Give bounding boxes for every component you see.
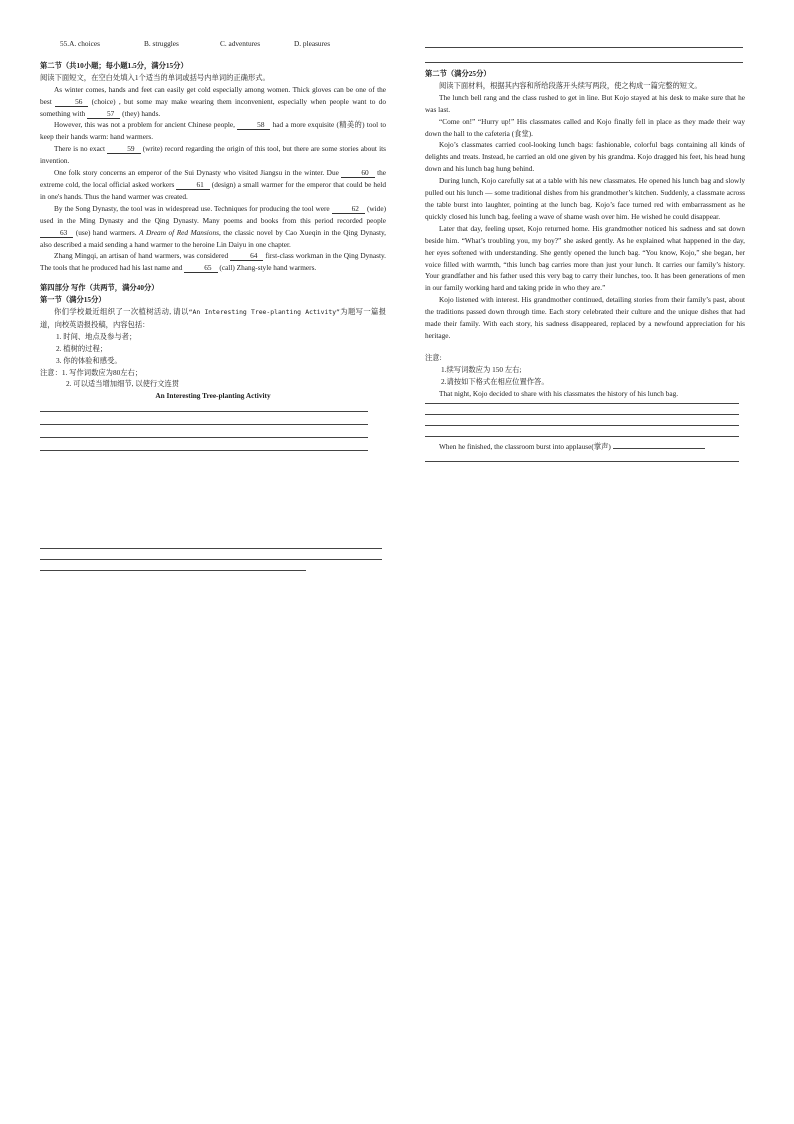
answer-line[interactable] <box>425 461 739 462</box>
writing-1-header: 第一节（满分15分） <box>40 295 106 305</box>
writing-1-note: 注意：1. 写作词数应为80左右； <box>40 367 143 377</box>
question-55-options <box>40 38 386 50</box>
story-paragraph: Kojo’s classmates carried cool-looking lunch bags: fashionable, colorful bags containing all kinds of delights and treats. Instead, he carried an old one given by his grandma. Kojo dragged his feet, his head hung down and his lunch bag hung behind. <box>425 140 745 174</box>
section-2-instruction: 阅读下面短文，在空白处填入1个适当的单词或括号内单词的正确形式。 <box>40 72 270 82</box>
passage-paragraph-2: However, this was not a problem for ancient Chinese people, 58 had a more exquisite (精美的) tool to keep their hands warm: hand warmers. <box>40 120 386 142</box>
answer-line[interactable] <box>425 436 739 437</box>
passage-paragraph-1: As winter comes, hands and feet can easily get cold especially among women. Thick gloves can be one of the best 56 (choice) , but some may make wearing them inconvenient, especially when people want to do something with 57 (they) hands. <box>40 84 386 118</box>
option-b: B. struggles <box>144 39 179 48</box>
story-paragraph: “Come on!” “Hurry up!” His classmates called and Kojo finally fell in place as they made their way down the hall to the cafeteria (食堂). <box>425 116 745 138</box>
option-d: D. pleasures <box>294 39 331 48</box>
blank-56[interactable]: 56 <box>55 97 88 107</box>
writing-1-item: 1. 时间、地点及参与者； <box>56 331 137 341</box>
continuation-section-header: 第二节（满分25分） <box>425 69 491 78</box>
section-2-header: 第二节（共10小题；每小题1.5分，满分15分） <box>40 60 188 70</box>
answer-blank[interactable] <box>613 448 705 449</box>
blank-62[interactable]: 62 <box>332 204 365 214</box>
story-paragraph: The lunch bell rang and the class rushed to get in line. But Kojo stayed at his desk to make sure that he was last. <box>425 92 745 114</box>
paragraph-2-opening: When he finished, the classroom burst into applause(掌声) <box>425 441 745 453</box>
writing-1-item: 2. 植树的过程； <box>56 343 108 353</box>
answer-line[interactable] <box>40 548 382 549</box>
note-header: 注意: <box>425 352 442 362</box>
part-4-header: 第四部分 写作（共两节，满分40分） <box>40 283 159 293</box>
passage-paragraph-5: By the Song Dynasty, the tool was in widespread use. Techniques for producing the tool were 62 (wide) used in the Ming Dynasty and the Qing Dynasty. Many poems and books from this period recorded people 63 (use) hand warmers. A Dream of Red Mansions, the classic novel by Cao Xueqin in the Qing Dynasty, also described a maid sending a hand warmer to the heroine Lin Daiyu in one chapter. <box>40 203 386 249</box>
answer-line[interactable] <box>40 570 306 571</box>
option-a: 55.A. choices <box>60 39 100 48</box>
right-column <box>425 38 745 462</box>
story-paragraph: Kojo listened with interest. His grandmother continued, detailing stories from their family’s past, about the traditions passed down through time. Each story celebrated their culture and the unique dishes that had made their family. With each story, his sadness disappeared, replaced by a newfound appreciation for his heritage. <box>425 295 745 340</box>
writing-1-title: An Interesting Tree-planting Activity <box>155 391 271 401</box>
answer-line[interactable] <box>425 403 739 404</box>
writing-1-item: 3. 你的体验和感受。 <box>56 355 122 365</box>
option-c: C. adventures <box>220 39 261 48</box>
continuation-instruction: 阅读下面材料，根据其内容和所给段落开头续写两段，使之构成一篇完整的短文。 <box>439 80 702 90</box>
note-item: 2.请按如下格式在相应位置作答。 <box>441 376 549 386</box>
answer-line[interactable] <box>40 411 368 412</box>
blank-64[interactable]: 64 <box>230 251 263 261</box>
answer-line[interactable] <box>425 47 743 48</box>
blank-61[interactable]: 61 <box>176 180 209 190</box>
left-column <box>40 38 386 571</box>
answer-line[interactable] <box>425 425 739 426</box>
passage-paragraph-4: One folk story concerns an emperor of the Sui Dynasty who visited Jiangsu in the winter. Due 60 the extreme cold, the local official asked workers 61 (design) a small warmer for the emperor that could be held in one's hands. Thus the hand warmer was created. <box>40 168 386 201</box>
answer-line[interactable] <box>425 62 743 63</box>
passage-paragraph-6: Zhang Mingqi, an artisan of hand warmers, was considered 64 first-class workman in the Qing Dynasty. The tools that he produced had his last name and 65 (call) Zhang-style hand warmers. <box>40 251 387 273</box>
blank-57[interactable]: 57 <box>87 109 120 119</box>
blank-58[interactable]: 58 <box>237 120 270 130</box>
blank-65[interactable]: 65 <box>184 263 217 273</box>
note-item: 1.续写词数应为 150 左右; <box>441 364 522 374</box>
story-paragraph: Later that day, feeling upset, Kojo returned home. His grandmother noticed his sadness and sat down beside him. “What’s troubling you, my boy?” she asked gently. As he explained what happened in the day, her eyes softened with understanding. She gently opened the lunch bag. “You know, Kojo,” she began, her voice filled with warmth, “this lunch bag carries more than just your lunch. It carries our family’s history. Your grandfather and his father used this very bag to carry their lunches, too. It has been generations of men in our family working hard and taking pride in who they are.” <box>425 223 745 293</box>
writing-1-note: 2. 可以适当增加细节, 以使行文连贯 <box>66 379 180 389</box>
answer-line[interactable] <box>40 559 382 560</box>
answer-line[interactable] <box>40 424 368 425</box>
writing-1-prompt: 你们学校最近组织了一次植树活动, 请以“An Interesting Tree-planting Activity”为题写一篇报道，向校英语报投稿，内容包括： <box>40 307 386 329</box>
paragraph-1-opening: That night, Kojo decided to share with his classmates the history of his lunch bag. <box>439 388 679 398</box>
story-paragraph: During lunch, Kojo carefully sat at a table with his new classmates. He opened his lunch bag and slowly pulled out his lunch — some traditional dishes from his grandmother’s kitchen. Suddenly, a classmate across the table burst into laughter, pointing at the lunch bag. Kojo’s face turned red with embarrassment as he quickly closed his lunch bag, feeling a wave of shame wash over him. He wished he could disappear. <box>425 176 745 221</box>
answer-line[interactable] <box>425 414 739 415</box>
passage-paragraph-3: There is no exact 59 (write) record regarding the origin of this tool, but there are some stories about its invention. <box>40 144 386 166</box>
blank-63[interactable]: 63 <box>40 228 73 238</box>
blank-59[interactable]: 59 <box>107 144 140 154</box>
blank-60[interactable]: 60 <box>341 168 374 178</box>
answer-line[interactable] <box>40 437 368 438</box>
